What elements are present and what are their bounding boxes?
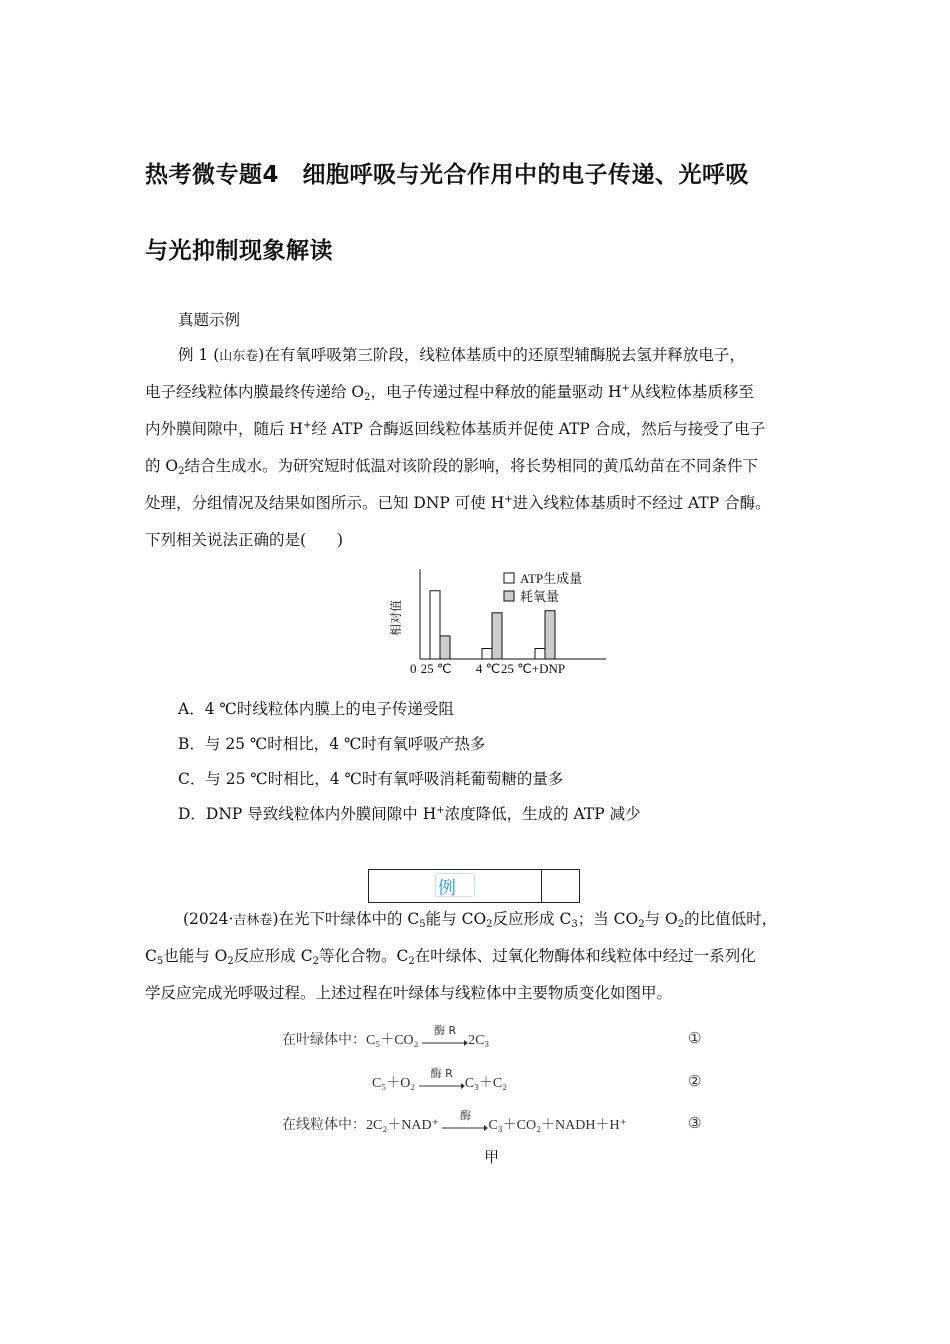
example1-line-1 (178, 345, 745, 367)
option-a: A．4 ℃时线粒体内膜上的电子传递受阻 (178, 700, 454, 718)
example1-line-4 (145, 456, 758, 476)
option-d (178, 804, 641, 824)
example2-line-3: 学反应完成光呼吸过程。上述过程在叶绿体与线粒体中主要物质变化如图甲。 (145, 984, 673, 1002)
x-tick-label: 4 ℃ (475, 661, 501, 675)
text: 反应形成 C (492, 910, 572, 928)
bar-atp-0 (430, 591, 440, 659)
text: 在叶绿体、过氧化物酶体和线粒体中经过一系列化 (414, 947, 756, 965)
reaction-arrow-icon (442, 1108, 488, 1133)
option-b: B．与 25 ℃时相比，4 ℃时有氧呼吸产热多 (178, 735, 486, 753)
example-badge: 例 (435, 873, 475, 897)
subscript: 2 (227, 956, 234, 967)
subscript: 5 (419, 919, 426, 930)
text: 内外膜间隙中，随后 H (145, 420, 303, 438)
enzyme-label: 酶 (459, 1108, 471, 1122)
option-c: C．与 25 ℃时相比，4 ℃时有氧呼吸消耗葡萄糖的量多 (178, 770, 564, 788)
eq-rhs: C₃＋CO₂＋NADH＋H⁺ (488, 1118, 627, 1133)
y-axis-label: 相对值 (389, 599, 403, 637)
equation-2 (372, 1066, 508, 1092)
bar-oxygen-1 (492, 613, 502, 659)
example1-source: 山东卷 (219, 349, 259, 364)
example1-line-6: 下列相关说法正确的是( ) (145, 531, 344, 549)
reaction-arrow-icon (419, 1066, 465, 1091)
page-title-line-1: 热考微专题4 细胞呼吸与光合作用中的电子传递、光呼吸 (145, 162, 750, 188)
text: 的比值低时， (684, 910, 778, 928)
eq-lhs: C₅＋CO₂ (366, 1033, 419, 1048)
superscript: + (436, 805, 445, 816)
subscript: 2 (364, 392, 371, 403)
legend-swatch-1 (504, 591, 514, 601)
eq-lhs: 2C₂＋NAD⁺ (366, 1118, 439, 1133)
subscript: 2 (312, 956, 319, 967)
enzyme-label: 酶 R (433, 1023, 457, 1037)
text: 的 O (145, 457, 179, 475)
text: 进入线粒体基质时不经过 ATP 合酶。 (512, 494, 771, 512)
legend-label-0: ATP生成量 (520, 571, 583, 586)
bar-chart (388, 563, 608, 675)
text: 经 ATP 合酶返回线粒体基质并促使 ATP 合成，然后与接受了电子 (311, 420, 766, 438)
page-title-line-2: 与光抑制现象解读 (145, 238, 333, 264)
subscript: 3 (571, 919, 578, 930)
x-tick-label: 25 ℃+DNP (500, 661, 566, 675)
subscript: 5 (156, 956, 164, 967)
example1-line-2 (145, 382, 754, 402)
equation-1-number: ① (688, 1029, 702, 1047)
legend-label-1: 耗氧量 (520, 589, 560, 604)
text: D．DNP 导致线粒体内外膜间隙中 H (178, 805, 437, 823)
figure-caption: 甲 (484, 1148, 500, 1166)
equation-3 (282, 1108, 627, 1134)
eq-prefix: 在线粒体中： (282, 1117, 366, 1133)
x-tick-label: 25 ℃ (420, 661, 452, 675)
equation-2-number: ② (688, 1072, 702, 1090)
example2-line-2 (145, 946, 756, 966)
bar-oxygen-0 (440, 636, 450, 659)
eq-rhs: 2C₃ (468, 1033, 490, 1048)
reaction-arrow-icon (422, 1023, 468, 1048)
superscript: + (621, 383, 630, 394)
subscript: 2 (677, 919, 685, 930)
eq-rhs: C₃＋C₂ (464, 1076, 508, 1091)
subscript: 2 (178, 466, 185, 477)
text: 与 O (644, 910, 678, 928)
bar-atp-1 (482, 649, 492, 660)
subscript: 2 (486, 919, 493, 930)
text: 也能与 O (163, 947, 228, 965)
text: )在光下叶绿体中的 C (272, 910, 420, 928)
banner-divider (541, 870, 542, 902)
enzyme-label: 酶 R (430, 1066, 453, 1080)
text: 电子经线粒体内膜最终传递给 O (145, 383, 365, 401)
text: (2024· (183, 910, 234, 928)
subscript: 2 (408, 956, 415, 967)
text: 处理，分组情况及结果如图所示。已知 DNP 可使 H (145, 494, 505, 512)
text: 从线粒体基质移至 (629, 383, 754, 401)
bar-oxygen-2 (545, 611, 555, 659)
example2-line-1 (183, 909, 777, 931)
text: 反应形成 C (233, 947, 313, 965)
eq-lhs: C₅＋O₂ (372, 1076, 416, 1091)
text: 浓度降低，生成的 ATP 减少 (444, 805, 641, 823)
example1-line-5 (145, 493, 771, 513)
example-banner (368, 869, 580, 903)
legend-swatch-0 (504, 573, 514, 583)
example1-lead: 例 1 ( (178, 346, 220, 364)
section-label: 真题示例 (178, 311, 241, 329)
example1-text: )在有氧呼吸第三阶段，线粒体基质中的还原型辅酶脱去氢并释放电子， (258, 346, 745, 364)
eq-prefix: 在叶绿体中： (282, 1032, 366, 1048)
superscript: + (504, 494, 513, 505)
example2-source: 吉林卷 (233, 913, 273, 928)
text: 能与 CO (425, 910, 487, 928)
origin-label: 0 (410, 661, 417, 675)
text: 结合生成水。为研究短时低温对该阶段的影响，将长势相同的黄瓜幼苗在不同条件下 (184, 457, 759, 475)
text: ，电子传递过程中释放的能量驱动 H (370, 383, 622, 401)
superscript: + (302, 420, 312, 431)
text: ；当 CO (577, 910, 639, 928)
example1-line-3 (145, 419, 765, 439)
equation-3-number: ③ (688, 1114, 702, 1132)
bar-atp-2 (535, 649, 545, 660)
text: C (145, 947, 157, 965)
text: 等化合物。C (318, 947, 409, 965)
subscript: 2 (638, 919, 645, 930)
equation-1 (282, 1023, 490, 1049)
